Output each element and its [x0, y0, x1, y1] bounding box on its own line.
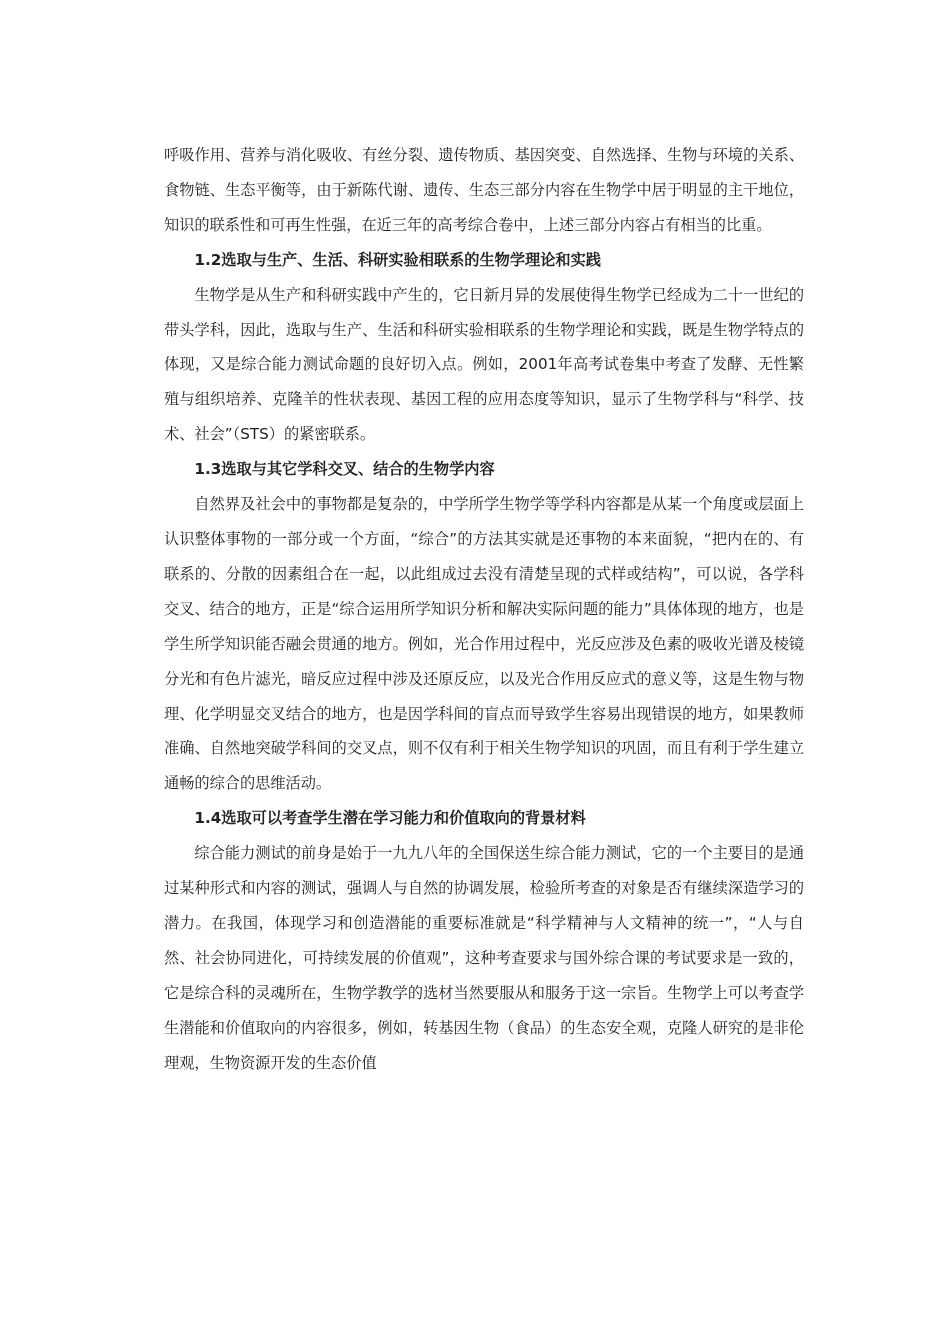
section-heading-1-3: 1.3选取与其它学科交叉、结合的生物学内容: [194, 460, 495, 479]
section-body-1-2: 生物学是从生产和科研实践中产生的，它日新月异的发展使得生物学已经成为二十一世纪的带头学科，因此，选取与生产、生活和科研实验相联系的生物学理论和实践，既是生物学特点的体现，又是综合能力测试命题的良好切入点。例如，2001年高考试卷集中考查了发酵、无性繁殖与组织培养、克隆羊的性状表现、基因工程的应用态度等知识，显示了生物学科与“科学、技术、社会”（STS）的紧密联系。: [164, 285, 804, 444]
section-body-1-3: 自然界及社会中的事物都是复杂的，中学所学生物学等学科内容都是从某一个角度或层面上认识整体事物的一部分或一个方面，“综合”的方法其实就是还事物的本来面貌，“把内在的、有联系的、分散的因素组合在一起，以此组成过去没有清楚呈现的式样或结构”，可以说，各学科交叉、结合的地方，正是“综合运用所学知识分析和解决实际问题的能力”具体体现的地方，也是学生所学知识能否融会贯通的地方。例如，光合作用过程中，光反应涉及色素的吸收光谱及棱镜分光和有色片滤光，暗反应过程中涉及还原反应，以及光合作用反应式的意义等，这是生物与物理、化学明显交叉结合的地方，也是因学科间的盲点而导致学生容易出现错误的地方，如果教师准确、自然地突破学科间的交叉点，则不仅有利于相关生物学知识的巩固，而且有利于学生建立通畅的综合的思维活动。: [164, 495, 804, 793]
section-heading-1-4: 1.4选取可以考查学生潜在学习能力和价值取向的背景材料: [194, 809, 586, 828]
section-heading-1-2: 1.2选取与生产、生活、科研实验相联系的生物学理论和实践: [194, 250, 601, 269]
section-body-1-4: 综合能力测试的前身是始于一九九八年的全国保送生综合能力测试，它的一个主要目的是通过某种形式和内容的测试，强调人与自然的协调发展，检验所考查的对象是否有继续深造学习的潜力。在我国，体现学习和创造潜能的重要标准就是“科学精神与人文精神的统一”，“人与自然、社会协同进化，可持续发展的价值观”，这种考查要求与国外综合课的考试要求是一致的，它是综合科的灵魂所在，生物学教学的选材当然要服从和服务于这一宗旨。生物学上可以考查学生潜能和价值取向的内容很多，例如，转基因生物（食品）的生态安全观，克隆人研究的是非伦理观，生物资源开发的生态价值: [164, 844, 804, 1072]
document-body: [164, 138, 804, 1080]
intro-paragraph: 呼吸作用、营养与消化吸收、有丝分裂、遗传物质、基因突变、自然选择、生物与环境的关系、食物链、生态平衡等，由于新陈代谢、遗传、生态三部分内容在生物学中居于明显的主干地位，知识的联系性和可再生性强，在近三年的高考综合卷中，上述三部分内容占有相当的比重。: [164, 146, 804, 234]
